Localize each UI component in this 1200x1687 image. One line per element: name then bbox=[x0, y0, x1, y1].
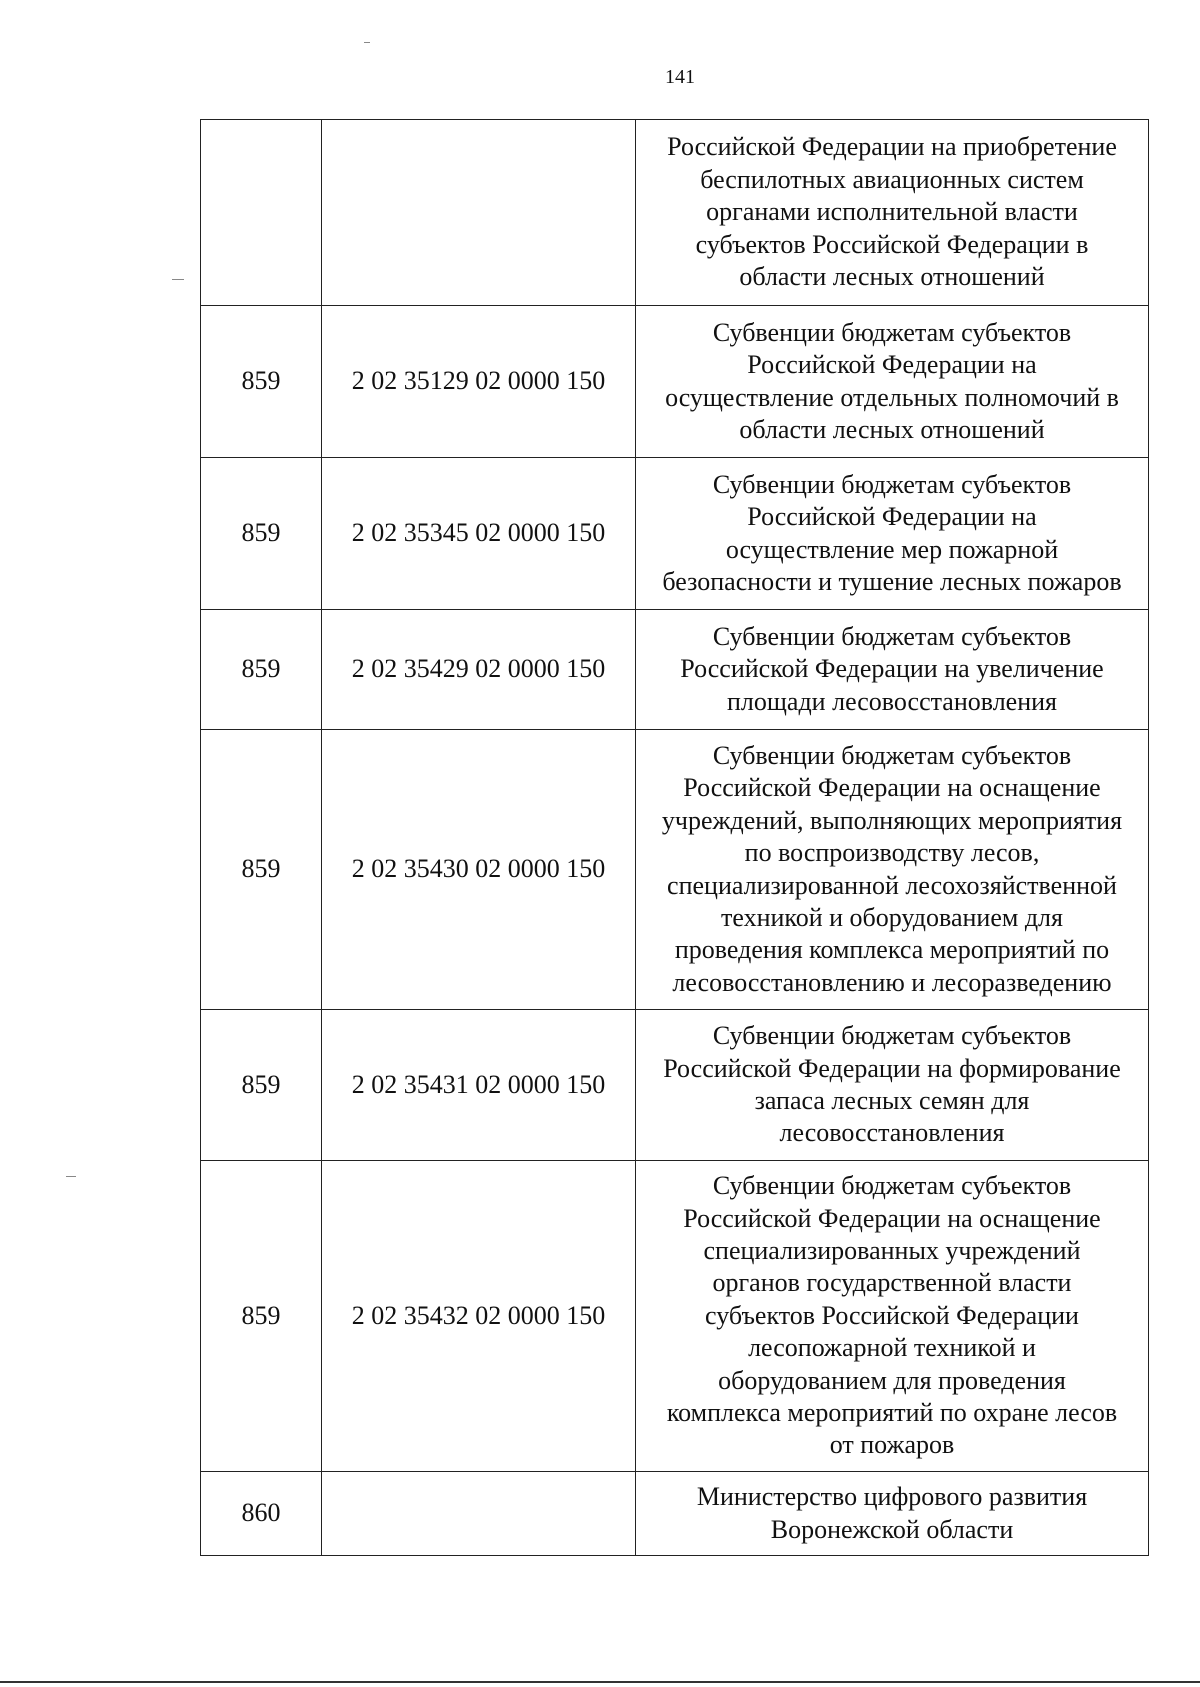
name-line: лесовосстановлению и лесоразведению bbox=[672, 967, 1112, 997]
name-line: органов государственной власти bbox=[712, 1268, 1072, 1298]
name-line: Российской Федерации на оснащение bbox=[683, 1203, 1101, 1233]
revenue-name-cell bbox=[636, 730, 1149, 1010]
table-row bbox=[201, 1010, 1149, 1161]
name-line: Российской Федерации на оснащение bbox=[683, 773, 1101, 803]
budget-code-cell: 2 02 35432 02 0000 150 bbox=[322, 1161, 636, 1472]
page-number: 141 bbox=[665, 66, 695, 88]
name-line: учреждений, выполняющих мероприятия bbox=[661, 805, 1123, 835]
admin-code-cell: 859 bbox=[201, 1010, 322, 1161]
budget-code-cell bbox=[322, 1472, 636, 1556]
name-line: Российской Федерации на приобретение bbox=[667, 132, 1117, 162]
admin-code-cell: 859 bbox=[201, 610, 322, 730]
table-row bbox=[201, 1472, 1149, 1556]
name-line: оборудованием для проведения bbox=[718, 1365, 1066, 1395]
name-line: Российской Федерации на формирование bbox=[663, 1053, 1121, 1083]
name-line: безопасности и тушение лесных пожаров bbox=[662, 566, 1122, 596]
revenue-name-cell bbox=[636, 1472, 1149, 1556]
name-line: Министерство цифрового развития bbox=[696, 1482, 1088, 1512]
name-line: Субвенции бюджетам субъектов bbox=[712, 1021, 1072, 1051]
name-line: запаса лесных семян для bbox=[754, 1086, 1030, 1115]
table-row bbox=[201, 458, 1149, 610]
name-line: беспилотных авиационных систем bbox=[700, 164, 1084, 194]
table-body bbox=[201, 120, 1149, 1556]
scan-speck bbox=[66, 1176, 76, 1177]
admin-code-cell: 860 bbox=[201, 1472, 322, 1556]
name-line: специализированной лесохозяйственной bbox=[667, 870, 1117, 900]
name-line: области лесных отношений bbox=[739, 262, 1045, 292]
table-row bbox=[201, 306, 1149, 458]
revenue-name-cell bbox=[636, 1161, 1149, 1472]
scan-speck bbox=[172, 279, 184, 280]
revenue-name-cell bbox=[636, 306, 1149, 458]
table-row bbox=[201, 610, 1149, 730]
name-line: Субвенции бюджетам субъектов bbox=[712, 1171, 1072, 1201]
table-row bbox=[201, 1161, 1149, 1472]
name-line: техникой и оборудованием для bbox=[721, 902, 1063, 932]
name-line: Российской Федерации на bbox=[747, 502, 1037, 532]
name-line: специализированных учреждений bbox=[703, 1235, 1081, 1265]
revenue-name-cell bbox=[636, 120, 1149, 306]
name-line: Субвенции бюджетам субъектов bbox=[712, 621, 1072, 651]
table-row bbox=[201, 120, 1149, 306]
admin-code-cell bbox=[201, 120, 322, 306]
name-line: Субвенции бюджетам субъектов bbox=[712, 740, 1072, 770]
page-bottom-rule bbox=[0, 1681, 1200, 1683]
budget-code-cell bbox=[322, 120, 636, 306]
table-row bbox=[201, 730, 1149, 1010]
name-line: Субвенции бюджетам субъектов bbox=[712, 469, 1072, 499]
name-line: от пожаров bbox=[829, 1430, 955, 1460]
budget-code-cell: 2 02 35430 02 0000 150 bbox=[322, 730, 636, 1010]
name-line: лесовосстановления bbox=[779, 1118, 1005, 1148]
name-line: Воронежской области bbox=[770, 1514, 1014, 1544]
scan-speck bbox=[364, 42, 370, 43]
revenue-name-cell bbox=[636, 1010, 1149, 1161]
revenue-name-cell bbox=[636, 610, 1149, 730]
revenue-name-cell bbox=[636, 458, 1149, 610]
name-line: лесопожарной техникой и bbox=[748, 1333, 1036, 1363]
name-line: комплекса мероприятий по охране лесов bbox=[666, 1398, 1118, 1428]
admin-code-cell: 859 bbox=[201, 458, 322, 610]
admin-code-cell: 859 bbox=[201, 306, 322, 458]
budget-code-cell: 2 02 35129 02 0000 150 bbox=[322, 306, 636, 458]
name-line: Российской Федерации на bbox=[747, 350, 1037, 380]
budget-codes-table bbox=[200, 119, 1149, 1556]
name-line: субъектов Российской Федерации bbox=[705, 1300, 1079, 1330]
admin-code-cell: 859 bbox=[201, 1161, 322, 1472]
admin-code-cell: 859 bbox=[201, 730, 322, 1010]
budget-code-cell: 2 02 35431 02 0000 150 bbox=[322, 1010, 636, 1161]
name-line: проведения комплекса мероприятий по bbox=[674, 935, 1110, 965]
name-line: площади лесовосстановления bbox=[727, 686, 1057, 716]
budget-code-cell: 2 02 35429 02 0000 150 bbox=[322, 610, 636, 730]
name-line: осуществление отдельных полномочий в bbox=[665, 382, 1119, 412]
name-line: Субвенции бюджетам субъектов bbox=[712, 317, 1072, 347]
name-line: по воспроизводству лесов, bbox=[744, 838, 1040, 868]
name-line: осуществление мер пожарной bbox=[725, 534, 1059, 564]
name-line: субъектов Российской Федерации в bbox=[695, 229, 1089, 259]
name-line: органами исполнительной власти bbox=[706, 197, 1078, 227]
budget-code-cell: 2 02 35345 02 0000 150 bbox=[322, 458, 636, 610]
name-line: области лесных отношений bbox=[739, 414, 1045, 444]
name-line: Российской Федерации на увеличение bbox=[680, 654, 1104, 684]
